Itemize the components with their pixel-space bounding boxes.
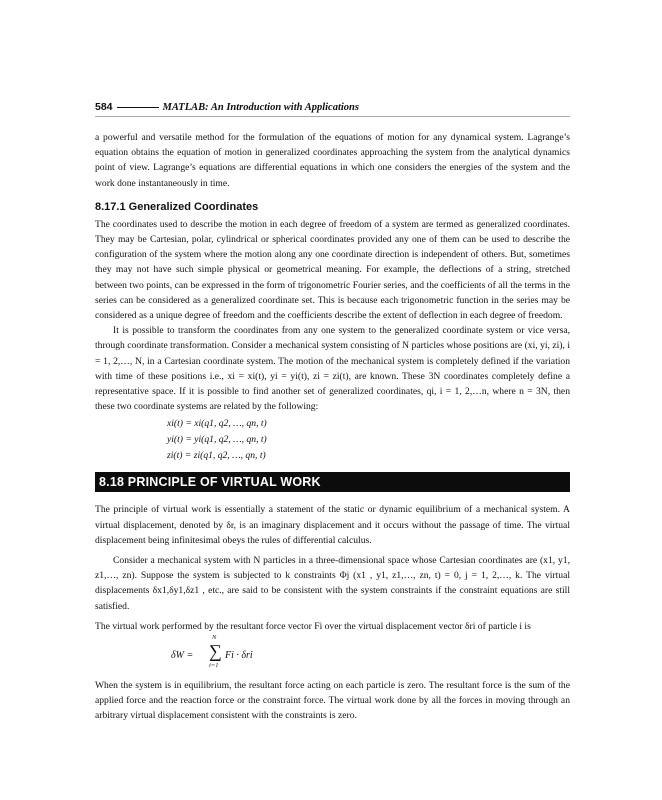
summation-symbol: ∑ (209, 641, 222, 662)
equation-z: zi(t) = zi(q1, q2, …, qn, t) (167, 450, 266, 462)
subsection-heading-generalized-coordinates: 8.17.1 Generalized Coordinates (95, 200, 259, 213)
virtual-work-paragraph-4: When the system is in equilibrium, the resultant force acting on each particle is zero. The resultant force is the sum of the applied force and the reaction force or the constraint force. The virtual work done by all the forces in moving through an arbitrary virtual displacement consistent with the constraints is zero. (95, 680, 570, 722)
book-title: MATLAB: An Introduction with Applications (162, 101, 359, 113)
virtual-work-paragraph-1: The principle of virtual work is essentially a statement of the static or dynamic equilibrium of a mechanical system. A virtual displacement, denoted by δr, is an imaginary displacement and it occurs without the passage of time. The virtual displacement being infinitesimal obeys the rules of differential calculus. (95, 504, 570, 546)
sum-lower-limit: i=1 (209, 662, 219, 670)
generalized-coordinates-paragraph-2: It is possible to transform the coordinates from any one system to the generalized coordinate system or vice versa, through coordinate transformation. Consider a mechanical system consisting of N particles whose positions are (xi, yi, zi), i = 1, 2,…, N, in a Cartesian coordinate system. The motion of the mechanical system is completely defined if the variation with time of these positions i.e., xi = xi(t), yi = yi(t), zi = zi(t), are known. These 3N coordinates completely define a representative space. If it is possible to find another set of generalized coordinates, qi, i = 1, 2,…n, where n = 3N, then these two coordinate systems are related by the following: (95, 325, 570, 413)
virtual-work-equation (171, 634, 570, 674)
page-body (95, 130, 570, 724)
header-rule (117, 107, 159, 108)
generalized-coordinates-paragraph-1: The coordinates used to describe the motion in each degree of freedom of a system are termed as generalized coordinates. They may be Cartesian, polar, cylindrical or spherical coordinates provided any one of them can be used to describe the configuration of the system where the motion along any one coordinate direction is independent of others. But, sometimes they may not have such simple physical or geometrical meaning. For example, the deflections of a string, stretched between two points, can be expressed in the form of trigonometric Fourier series, and the coefficients of all the terms in the series can be considered as a generalized coordinate set. This is because each trigonometric function in the series may be considered as a unique degree of freedom and the coefficients describe the extent of deflection in each degree of freedom. (95, 218, 570, 322)
equation-lhs: δW = (171, 650, 194, 662)
page-number: 584 (95, 101, 113, 113)
equation-x: xi(t) = xi(q1, q2, …, qn, t) (167, 418, 267, 430)
header-divider (95, 116, 570, 117)
running-header (95, 101, 570, 113)
equation-rhs: Fi · δri (225, 650, 253, 662)
intro-paragraph: a powerful and versatile method for the formulation of the equations of motion for any dynamical system. Lagrange’s equation obtains the equation of motion in generalized coordinates approaching the system from the analytical dynamics point of view. Lagrange’s equations are differential equations in which one considers the energies of the system and the work done instantaneously in time. (95, 132, 570, 189)
section-heading-virtual-work: 8.18 PRINCIPLE OF VIRTUAL WORK (95, 472, 570, 492)
coordinate-equations (95, 416, 570, 464)
virtual-work-paragraph-3: The virtual work performed by the resultant force vector Fi over the virtual displacement vector δri of particle i is (95, 620, 531, 632)
equation-y: yi(t) = yi(q1, q2, …, qn, t) (167, 434, 267, 446)
sum-upper-limit: N (212, 634, 217, 642)
virtual-work-paragraph-2: Consider a mechanical system with N particles in a three-dimensional space whose Cartesian coordinates are (x1, y1, z1,…, zn). Suppose the system is subjected to k constraints Φj (x1 , y1, z1,…, zn, t) = 0, j = 1, 2,…, k. The virtual displacements δx1,δy1,δz1 , etc., are said to be consistent with the system constraints if the constraint equations are still satisfied. (95, 555, 570, 612)
